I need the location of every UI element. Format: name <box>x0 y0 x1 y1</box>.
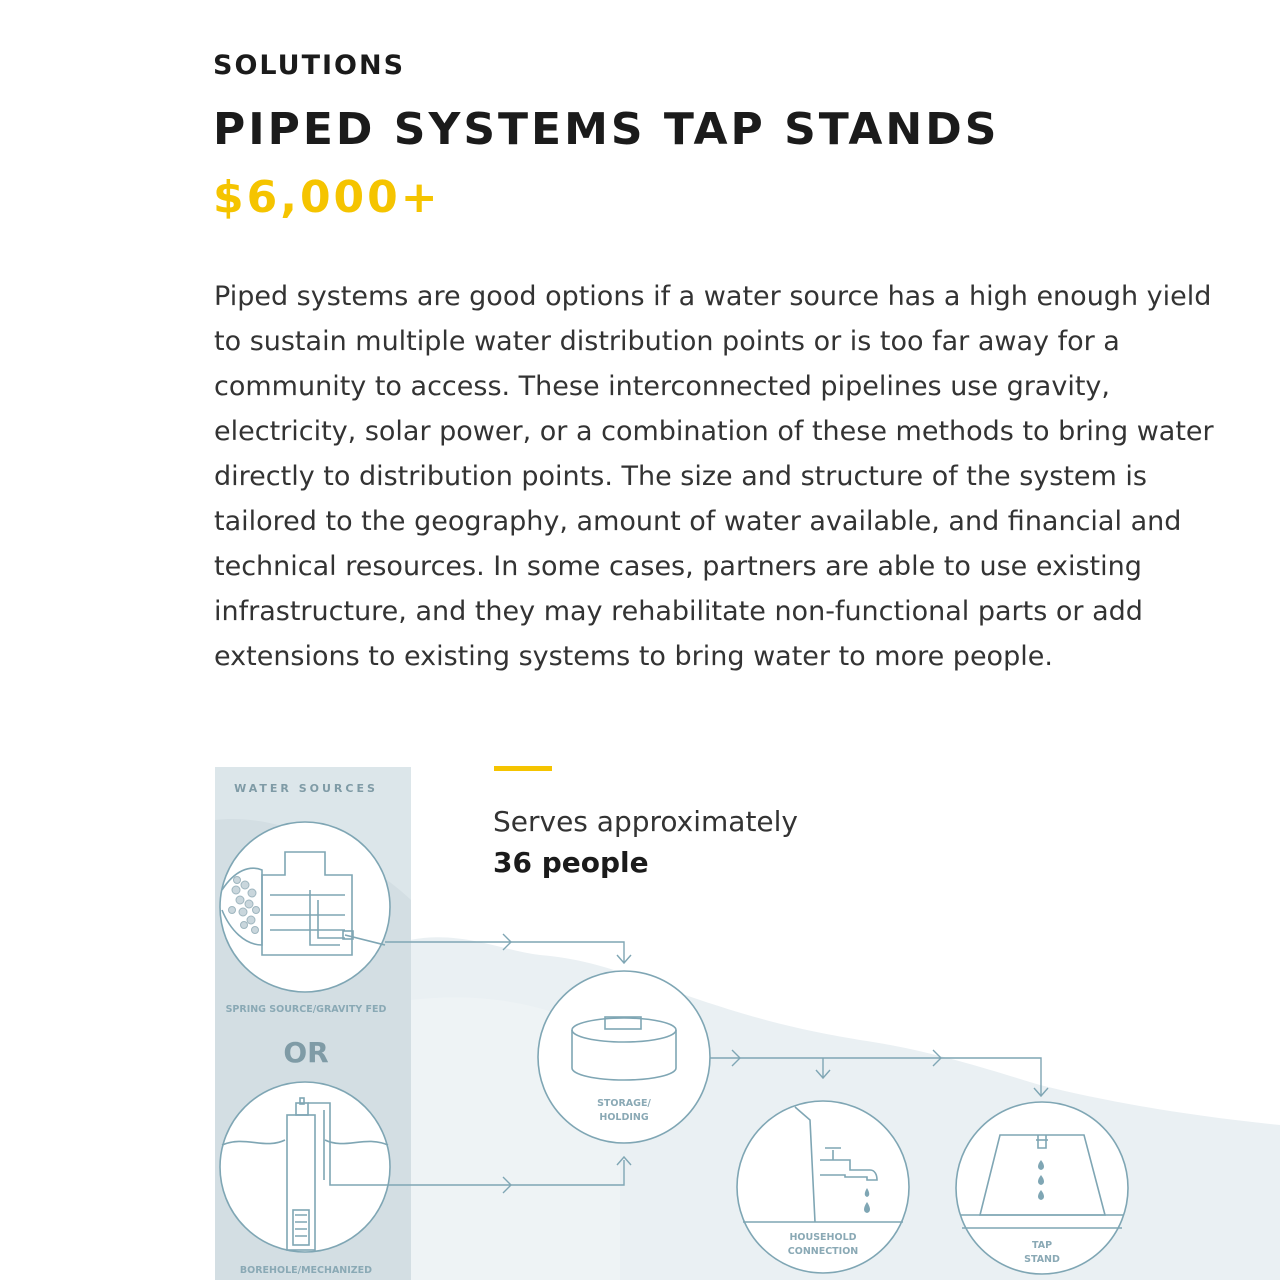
storage-label-line2: HOLDING <box>599 1112 649 1123</box>
stat-lead: Serves approximately <box>493 805 799 838</box>
spring-source-icon <box>220 822 390 992</box>
tap-stand-label-line2: STAND <box>1024 1254 1060 1265</box>
borehole-icon <box>220 1082 390 1252</box>
water-sources-label: WATER SOURCES <box>234 782 378 795</box>
accent-bar <box>494 766 552 771</box>
price: $6,000+ <box>213 172 441 223</box>
borehole-label: BOREHOLE/MECHANIZED <box>239 1265 373 1276</box>
spring-source-label: SPRING SOURCE/GRAVITY FED <box>225 1004 387 1015</box>
household-label-line1: HOUSEHOLD <box>789 1232 857 1243</box>
tap-stand-label-line1: TAP <box>1031 1240 1053 1251</box>
page-title: PIPED SYSTEMS TAP STANDS <box>213 104 1000 155</box>
or-label: OR <box>283 1036 329 1069</box>
tap-stand-drops <box>1038 1160 1044 1200</box>
description-paragraph: Piped systems are good options if a water source has a high enough yield to sustain multiple water distribution points or is too far away for a community to access. These interconnected pipelines use gravity, electricity, solar power, or a combination of these methods to bring water directly to distribution points. The size and structure of the system is tailored to the geography, amount of water available, and financial and technical resources. In some cases, partners are able to use existing infrastructure, and they may rehabilitate non-functional parts or add extensions to existing systems to bring water to more people. <box>214 281 1214 672</box>
stat-value: 36 people <box>493 846 649 879</box>
section-eyebrow: SOLUTIONS <box>213 50 406 81</box>
household-label-line2: CONNECTION <box>787 1246 859 1257</box>
storage-label-line1: STORAGE/ <box>597 1098 651 1109</box>
